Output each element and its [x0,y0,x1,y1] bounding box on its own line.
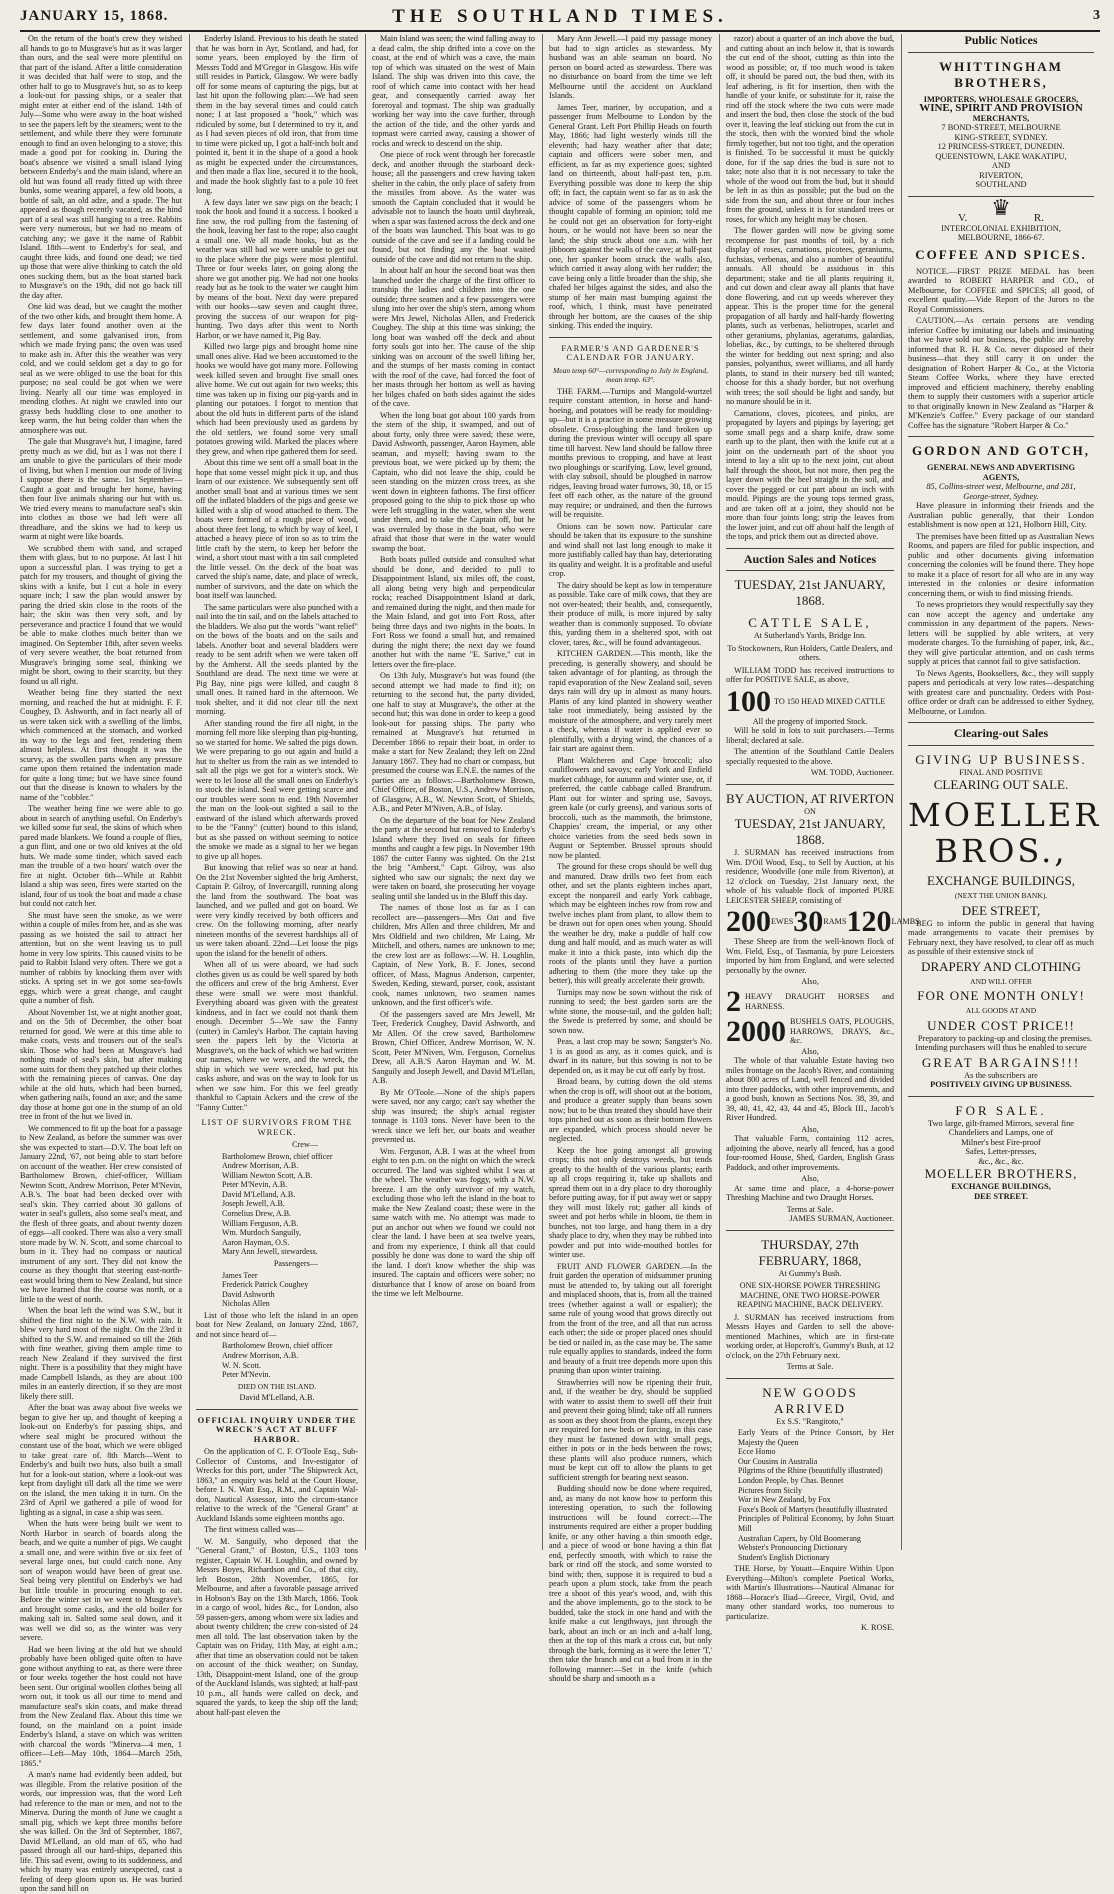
whittingham-addresses [908,123,1094,190]
crest-v: V. [958,212,968,224]
paragraph: The gale that Musgrave's hut, I imagine, fared pretty much as we did, but as I was not there I am unable to give the particulars of their mode of living, but when I mention our mode of living I suppose there is the same. 1st September—Caught a goat and brought her home, having then four live animals sharing our hut with us. We tried every means to manufacture seal's skin into clothes as those we had left were all threadbare, and the skins we had to keep us warm at night were like boards. [20,437,182,541]
terms-label: Terms at Sale. [786,1204,834,1214]
column-5 [726,34,920,1633]
gordon-title: GORDON AND GOTCH, [911,443,1091,458]
crew-list [196,1152,358,1258]
list-item: Pilgrims of the Rhine (beautifully illustrated) [738,1466,883,1476]
column-rule [365,34,366,1550]
auction-date-2: THURSDAY, 27th FEBRUARY, 1868, [758,1236,862,1268]
col1-paragraphs [20,34,182,1894]
divider [908,1096,1094,1097]
paragraph: Keep the hoe going amongst all growing crops; this not only destroys weeds, but tends greatly to the health of the various plants; earth up all crops requiring it, take up shallots and spread them out in a dry place to dry thoroughly before putting away, for if put away wet or sappy they will most likely rot; gather all kinds of sweet and pot herbs while in bloom, tie them in bunches, not too large, and hang them in a dry shady place to dry, when they may be rubbed into powder and put into wide-mouthed bottles for winter use. [549,1145,712,1259]
paragraph: To news proprietors they would respectfully say they can now accept the agency and undertake any commission in any department of the papers. News-letters will be supplied by able writers, at very moderate charges. To the furnishing of paper, ink, &c., they will give particular attention, and on cash terms supply at prices that cannot fail to give satisfaction. [908,600,1094,666]
gordon-agents: AGENTS, [982,472,1020,482]
under-cost-title: UNDER COST PRICE!! [927,1017,1075,1033]
lambs-count: 120 [846,905,892,938]
paragraph: A man's name had evidently been added, but was illegible. From the relative position of the words, our impression was, that the word Left had reference to the man or men, and not to the Minerva. During the month of June we caught a small pig, which we kept three months before she was killed. On the 3rd of September, 1867, David M'Lelland, an old man of 65, who had passed through all our hard-ships, departed this life. This sad event, owing to its suddenness, and which by many was entirely unexpected, cast a feeling of deep gloom upon us. He was buried upon the sand hill on [20,1770,182,1893]
sheep-counts [726,905,920,938]
machine-title: ONE SIX-HORSE POWER THRESHING MACHINE, ONE TWO HORSE-POWER REAPING MACHINE, BACK DELIVERY. [736,1281,884,1309]
coffee-caution: CAUTION.—As certain persons are vending inferior Coffee by imitating our labels and insinuating that we have sold our business, the public are hereby informed that R. H. & Co. never disposed of their business—that they still carry it on under the designation of Robert Harper & Co., at the Victoria Steam Coffee Works, where they have erected improved and efficient machinery, thereby enabling them to supply their customers with a superior article to that originally known in New Zealand as "Harper & M'Kenzie's Coffee." Every package of our standard Coffee has the signature "Robert Harper & Co." [908,316,1094,430]
centered-line: Safes, Letter-presses, [965,1147,1037,1156]
list-item: Our Cousins in Australia [738,1456,818,1466]
ewes-label: EWES [771,917,794,927]
divider [726,1378,894,1379]
list-item: Bartholomew Brown, chief officer [222,1341,333,1351]
list-item: Peter M'Nevin. [222,1370,271,1380]
whittingham-line-1: IMPORTERS, WHOLESALE GROCERS, [923,94,1079,104]
paragraph: On the departure of the boat for New Zealand the party at the second hut removed to Enderby's Island where they lived on seals for fifteen months and caught a few pigs. In November 19th 1867 the cutter Fanny was sighted. On the 21st the brig "Amherst," Capt. Gilroy, was also sighted who saw our signals; the next day we were taken on board, she prosecuting her voyage sealing until she landed us in the Bluff this day. [372,815,535,901]
list-item: James Teer [222,1270,258,1280]
died-name: David M'Lelland, A.B. [239,1393,315,1403]
cattle-sale-title: CATTLE SALE, [748,615,872,630]
new-goods-footer: THE Horse, by Youatt—Enquire Within Upon Everything—Milton's complete Poetical Works, with Martin's Illustrations—Nautical Almanac for 1868—Horace's Iliad—Greece, Virgil, Ovid, and many other standard works, too numerous to particularize. [726,1564,894,1621]
subscribers-line: As the subscribers are [964,1070,1038,1080]
gordon-address-1: 85, Collins-street west, Melbourne, and 281, [926,482,1076,491]
bargains-title: GREAT BARGAINS!!! [921,1054,1081,1070]
cattle-attention: The attention of the Southland Cattle Dealers specially requested to the above. [726,747,894,766]
column-3 [372,34,535,1550]
rams-count: 30 [793,905,824,938]
list-item: Aaron Hayman, O.S. [222,1237,290,1247]
for-sale-title: FOR SALE. [955,1102,1047,1118]
paragraph: The weather being fine we were able to go about in search of anything useful. On Enderby's we killed some fur seal, the skins of which when pared made blankets. We found a couple of flies, a gun flint, and one or two old knives at the old huts. We made some tinder, which saved each man the trouble of a two hours' watch over the fire at night. October 6th—While at Rabbit Island a ship was seen, fires were started on the island, four of us took the boat and made a chase but could not catch her. [20,804,182,908]
list-item: Pictures from Sicily [738,1485,802,1495]
preparatory-text: Preparatory to packing-up and closing the premises. Intending purchasers will thus be enabled to secure [915,1033,1093,1052]
exchange-buildings-2: EXCHANGE BUILDINGS, [951,1182,1051,1191]
dee-street: DEE STREET, [961,902,1041,918]
bookseller-rose: K. ROSE. [861,1623,894,1633]
paragraph: The first witness called was— [204,1525,304,1535]
exchange-buildings: EXCHANGE BUILDINGS, [926,873,1076,888]
col4-paragraphs [549,34,712,331]
auction-date-1: TUESDAY, 21st JANUARY, 1868. [734,577,886,608]
list-item: Webster's Pronouncing Dictionary [738,1543,848,1553]
list-item: Foxe's Book of Martyrs (beautifully illustrated [738,1504,888,1514]
moeller-title: MOELLER BROS., [908,796,1102,870]
paragraph: Mary Ann Jewell.—I paid my passage money but had to sign articles as stewardess. My husband was an able seaman on board. No person on board acted as stewardess. There was no disturbance on board from the time we left Melbourne until the accident on Auckland Islands. [549,34,712,100]
riverton-on: ON [804,806,816,816]
riverton-body: J. SURMAN has received instructions from Wm. D'Oil Wood, Esq., to Sell by Auction, at his residence, Woodville (one mile from Riverton), at 12 o'clock on Tuesday, 21st January next, the whole of his valuable flock of imported PURE LEICESTER SHEEP, consisting of [726,848,894,905]
list-item: W. N. Scott. [222,1360,262,1370]
one-month-title: FOR ONE MONTH ONLY! [917,988,1085,1003]
rams-label: RAMS [823,917,847,927]
list-item: Nicholas Allen [222,1299,270,1309]
list-item: Andrew Morrison, A.B. [222,1351,299,1360]
list-item: David M'Lelland, A.B. [222,1189,296,1199]
divider [726,1230,894,1231]
paragraph: The ground for these crops should be well dug and manured. Draw drills two feet from each other, and set the plants eighteen inches apart, except the nonpareil and early York cabbage, which may be eighteen inches row from row and twelve inches plant from plant, to allow them to be drawn out for open ones when young. Should the weather be dry, make a puddle of half cow dung and half mould, and as much water as will make it into a thick paste, into which dip the roots of the plants until they have a portion adhering to them (the more they take up the better), this will greatly accelerate their growth. [549,862,712,985]
farm-text: That valuable Farm, containing 112 acres, adjoining the above, nearly all fenced, has a good four-roomed House, Shed, Garden, English Grass Paddock, and other improvements. [726,1134,894,1172]
paragraph: She must have seen the smoke, as we were within a couple of miles from her, and as she was passing as we hoisted the sail to attract her attention, but on she went leaving us to pull home in very low spirits. This caused visits to be paid to Rabbit Island very often. There we got a number of rabbits by knocking them over with sticks. A spring set in we got some sea-fowls eggs, which were a great change, and caught quite a number of fish. [20,910,182,1005]
divider [726,784,894,785]
col3-paragraphs [372,34,535,1299]
paragraph: Peas, a last crop may be sown; Sangster's No. 1 is as good as any, as it comes quick, and is dwarf in its nature, but this sowing is not to be depended on, as it may be cut off early by frost. [549,1037,712,1075]
centered-line: Chandeliers and Lamps, one of [948,1128,1054,1137]
column-rule [901,34,902,1550]
paragraph: In about half an hour the second boat was then launched under the charge of the first officer to tranship the ladies and children into the one outside; three seamen and a few passengers were slung into her over the ship's stern, among whom were Mrs Jewel, Nicholas Allen, and Frederick Coughey. The ship at this time was sinking; the long boat was washed off the deck and about forty souls got into her. The cause of the ship sinking was on account of the swell lifting her, and the stumps of her masts coming in contact with the roof of the cave, had forced the foot of her masts through her bottom as well as having her bilges chafed on both sides against the sides of the cave. [372,266,535,408]
sheep-note: These Sheep are from the well-known flock of Wm. Field, Esq., of Tasmania, by pure Leicesters imported by him from England, and were selected personally by the owner. [726,937,894,975]
paragraph: When the long boat got about 100 yards from the stern of the ship, it swamped, and out of about forty, only three were saved; these were, David Ashworth, passenger, Aaron Haymen, able seaman, and myself; having swam to the previous boat, we were picked up by them; the Captain, who did not leave the ship, could be seen standing on the mizzen cross trees, as she went down in eighteen fathoms. The first officer proposed going to the ship to pick those up who were left struggling in the water, when she went under them, and to take the Captain off, but he was overruled by those in the boat, who were afraid that those that were in the water would swamp the boat. [372,410,535,553]
new-goods-title: NEW GOODS ARRIVED [762,1384,858,1416]
died-heading: DIED ON THE ISLAND. [237,1381,317,1391]
column-rule [189,34,190,1550]
list-item: David Ashworth [222,1289,275,1299]
ewes-count: 200 [726,905,771,938]
clearing-sale-title: CLEARING OUT SALE. [933,777,1069,792]
paragraph: A few days later we saw pigs on the beach; I took the hook and found it a success. I hooked a fine sow, the rod pulling from the fastening of the hook, leaving her fast to the rope; also caught a small one. We all made hooks, but as the weather was still bad we were unable to get out to the place where the pigs were most plentiful. Three or four weeks later, on going along the shore we got another pig. We had not one hooks ready but as he took to the water we caught him by means of the boat. Next day were prepared with our hooks—saw seven and caught three, proving the success of our weapon for pig-hunting. Two days after this went to North Harbor, or we have named it, Pig Bay. [196,197,358,340]
paragraph: Carnations, cloves, picotees, and pinks, are propagated by layers and pipings by layering; get some small pegs and a sharp knife, draw some earth up to the plant, then with the knife cut at a joint on the underneath part of the shoot you intend to lay a slit up to the next joint, cut about half through the shoot, but not more, then peg the layer down with the heel straight in the soil, and cover the pegged or cut part about an inch with mould. Pipings are the young tops termed grass, and are taken off at a joint, they should not be more than four joints long; strip the leaves from the lower joint, and cut off about half the length of the tops, and prick them out as directed above. [726,408,894,541]
list-item: Principles of Political Economy, by John Stuart Mill [738,1514,894,1533]
centered-line: Two large, gilt-framed Mirrors, several fine [927,1118,1074,1128]
paragraph: We commenced to fit up the boat for a passage to New Zealand, as before the summer was over she was expected to start—D.V. The boat left on January 22nd, '67, not being able to start before on account of the weather. Her crew consisted of Bartholomew Brown, chief-officer, William Newton Scott, Andrew Morrison, Peter M'Nevin, A.B.'s. The boat had been decked over with seal's skin. They carried about 30 gallons of water in seal's gullets, also some seal's meat, and the flesh of three goats, and about twenty dozen of eggs—all cooked. There was also a very small store made by W. N. Scott, and some charcoal to burn in it. They had no compass or nautical instrument of any sort. They did not know the course as they thought that steering east-north-east would bring them to New Zealand, but since we have learned that the course was north, or a little to the west of north. [20,1123,182,1304]
auctioneer-todd: WM. TODD, Auctioneer. [810,768,894,777]
new-goods-ship: Ex S.S. "Rangitoto," [776,1416,844,1426]
centered-line: 12 PRINCESS-STREET, DUNEDIN. [937,142,1065,151]
paragraph: The names of those lost as far as I can recollect are—passengers—Mrs Oat and five children, Mrs Allen and three children, Mr and Mrs Oldfield and two children, Mr Laing, Mr Mitchell, and others, names are unknown to me; the crew lost are as follows:—W. H. Loughlin, Captain, of New York, B. F. Jones, second officer, of Mass, Magnus Anderson, carpenter, Sweden, Keding, steward, purser, cook, assistant cook, names unknown, two seamen names unknown, and the first officer's wife. [372,903,535,1007]
boat-men-list [196,1341,358,1379]
paragraph: To News Agents, Booksellers, &c., they will supply papers and periodicals at very low rates—despatching with greatest care and punctuality. Orders with Post-office order or draft can be addressed to either Sydney, Melbourne, or London. [908,668,1094,716]
list-item: Ecce Homo [738,1447,776,1457]
list-item: William Newton Scott, A.B. [222,1170,313,1180]
crew-label: Crew— [292,1140,318,1149]
list-item: Peter M'Nevin, A.B. [222,1180,288,1190]
cattle-count-row [726,684,894,718]
oats-row [726,1014,894,1048]
positively-line: POSITIVELY GIVING UP BUSINESS. [930,1080,1072,1089]
paragraph: KITCHEN GARDEN.—This month, like the preceding, is generally showery, and should be taken advantage of for planting, as through the rapid evaporation of the New Zealand soil, seven days rain will dry up in almost as many hours. Plants of any kind planted in showery weather take root immediately, being assisted by the moisture of the atmosphere, and very rarely meet a check, whereas if water is applied ever so plentifully, with a drying wind, the chances of a fair start are against them. [549,649,712,753]
newspaper-title: THE SOUTHLAND TIMES. [392,6,728,27]
machine-body: J. SURMAN has received instructions from Messrs Hayes and Garden to sell the above-mentioned Machines, which are in first-rate working order, at Hopcroft's, Gummy's Bush, at 12 o'clock, on the 27th February next. [726,1312,894,1360]
divider [908,52,1094,53]
cattle-sale-body: WILLIAM TODD has received instructions to offer for POSITIVE SALE, as above, [726,665,894,684]
riverton-date: TUESDAY, 21st JANUARY, 1868. [734,816,886,847]
column-6 [908,33,1102,1550]
paragraph: Wm. Ferguson, A.B. I was at the wheel from eight to ten p.m. on the night on which the wreck occurred. The land was sighted whilst I was at the wheel. The weather was foggy, with a N.W. breeze. I am the only survivor of my watch, excluding those who left the island in the boat to make the New Zealand coast; these were in the same watch with me. No attempt was made to put an anchor out when we found we could not clear the land. I have been at sea twelve years, and from my experience, I think all that could possibly be done was done to ward the ship off the land. I don't know whether the ship was insured. The captain and officers were sober; no disturbance that I know of arose on board from the time we left Melbourne. [372,1146,535,1298]
horses-count: 2 [726,984,741,1018]
also-label: Also, [801,1124,819,1134]
centered-line: &c., &c., &c. [978,1156,1024,1166]
gummys-bush: At Gummy's Bush. [778,1268,842,1278]
paragraph: Have pleasure in informing their friends and the Australian public generally, that their London establishment is now open at 121, Holborn Hill, City. [908,501,1094,529]
oats-text: BUSHELS OATS, PLOUGHS, HARROWS, DRAYS, &c., &c. [790,1017,894,1046]
masthead [20,6,1100,32]
list-item: Joseph Jewell, A.B. [222,1199,285,1209]
paragraph: About November 1st, we at night another goat, and on the 5th of December, the other boat returned for good. We were at this time able to make coats, vests and trousers out of the seal's skin. Those who had been at Musgrave's had nothing made of seal's skin, but after making some suits for them they patched up their clothes with the remaining pieces of canvas. One day while at the old huts, which had been burned, when gathering nails, found an axe; and the same day those at home got one in the stump of an old tree in front of the hut we lived in. [20,1007,182,1121]
list-item: War in New Zealand, by Fox [738,1495,831,1505]
divider [908,722,1094,723]
threshing-text: At same time and place, a 4-horse-power Threshing Machine and two Draught Horses. [726,1183,894,1202]
final-positive: FINAL AND POSITIVE [959,767,1043,777]
inquiry-title: OFFICIAL INQUIRY UNDER THE WRECK'S ACT AT BLUFF HARBOR. [197,1414,357,1444]
giving-up-title: GIVING UP BUSINESS. [915,751,1087,767]
paragraph: Weather being fine they started the next morning, and reached the hut at midnight. F. F. Coughey, D. Ashworth, and in fact nearly all of us were taken sick with a swelling of the limbs, which commenced at the stomach, and worked its way to the legs and feet, rendering them almost helpless. At first thought it was the scurvy, as the swollen parts when any pressure came upon them retained the indentation made for quite a long time; but we have since found out that the disease is known to whalers by the name of the "cobbler." [20,688,182,802]
paragraph: When the boat left the wind was S.W., but it shifted the first night to the N.W. with rain. It blew very hard most of the night. On the 23rd it shifted to the S.W. and remained so till the 26th with fine weather, giving them ample time to reach New Zealand if they survived the first night. There is a possibility that they might have made Campbell Islands, as they are about 100 miles in an easterly direction, if so they are most likely there still. [20,1306,182,1401]
centered-line: QUEENSTOWN, LAKE WAKATIPU, [935,151,1067,161]
calendar-subtitle: Mean temp 60°—corresponding to July in England, mean temp. 63°. [553,365,708,384]
passengers-list [196,1271,358,1309]
list-item: Student's English Dictionary [738,1552,830,1562]
list-item: Bartholomew Brown, chief officer [222,1151,333,1161]
royal-crest-icon: ♛ [991,194,1011,220]
list-item: Australian Capers, by Old Boomerang [738,1533,861,1543]
gordon-line: GENERAL NEWS AND ADVERTISING [927,463,1075,472]
moeller-brothers: MOELLER BROTHERS, [924,1166,1078,1181]
paragraph: razor) about a quarter of an inch above the bud, and cutting about an inch below it, that is towards the cut end of the shoot, cutting as thin into the wood as possible; or, if too much wood is taken off, it should be pared out, the bud then, with its leaf adhering, is fit for insertion, then with the handle of your knife, or substitute for it, raise the rind off the stock where the two cuts were made and insert the bud, then close the stock of the bud over it, leaving the leaf sticking out from the cut in the stock, then with the worsted bind the whole firmly together, but not too tight, and the operation is finished. To be successful it must be quickly done, for if the sap dries the bud is sure not to take; note also that it is not necessary to take the whole of the wood out from the bud, but it should be left in as thin as possible; put the bud on the side from the sun, and about three or four inches from the ground, unless it is for standard trees or roses, for which any height may be chosen. [726,34,894,224]
list-item: Cornelius Drew, A.B. [222,1209,292,1219]
col5-paragraphs [726,34,894,542]
survivors-list-heading: LIST OF SURVIVORS FROM THE WRECK. [201,1117,353,1137]
all-goods: ALL GOODS AT AND [965,1006,1037,1015]
paragraph: When the huts were being built we went to North Harbor in search of boards along the beach, and we quite a number of pigs. We caught a small one, and were within five or six feet of several large ones, but could catch none. Any sort of weapon would have been of great use. Seal being very plentiful on Enderby's we had but little trouble in procuring enough to eat. Before the winter set in we went to Musgrave's and brought some casks, and the old boiler for making salt in. Salted some seal down, and it was well we did so, as the winter was very severe. [20,1519,182,1642]
paragraph: Budding should now be done where required, and, as many do not know how to perform this interesting operation, to such the following instructions will be found correct:—The instruments required are either a proper budding knife, or any other having a thin smooth edge, and a piece of wood or bone having a thin flat end, perfectly smooth, with which to raise the bark or rind off the stock, and some worsted to bind with; then, suppose it is required to bud a peach upon a plum stock, take from the peach tree a shoot of this year's wood, and, with this and the above implements, go to the stock to be budded, take the stock in one hand and with the knife make a cut lengthways, just through the bark, about an inch or an inch and a-half long, then at the top of this mark a cross cut, but only through the bark, forming as it were the letter 'T,' then take the branch and cut a bud from it in the following manner:—Set in the knife (which should be sharp and smooth as a [549,1484,712,1683]
paragraph: Turnips may now be sown without the risk of running to seed; the best garden sorts are the white stone, the mouse-tail, and the golden ball; the Swede is preferred by some, and should be sown now. [549,987,712,1035]
paragraph: Broad beans, by cutting down the old stems when the crop is off, will shoot out at the bottom, and produce a greater supply than beans sown now; but to be thus treated they should have their tops pinched out as soon as their bottom flowers are expanded, which process should never be neglected. [549,1077,712,1143]
paragraph: THE FARM.—Turnips and Mangold-wurtzel require constant attention, in horse and hand-hoeing, and potatoes will be ready for moulding-up—but it is a practice in some measure growing obsolete. Cross-ploughing the land broken up during the previous winter will occupy all spare time till harvest. New land should be fallow three months previous to cropping, and have at least two ploughings or scarifying. Low, level ground, with clay subsoil, should be ploughed in narrow ridges, leaving broad water furrows, 30, 18, or 15 feet off each other, as the nature of the ground may require; or undrained, and then the furrows will be requisite. [549,386,712,519]
divider [549,337,712,338]
list-item: William Ferguson, A.B. [222,1218,299,1228]
paragraph: On the return of the boat's crew they wished all hands to go to Musgrave's hut as it was larger than ours, and the seal were more plentiful on that part of the island. After a little consideration it was decided that half were to stop, and the other half to go to Musgrave's hut, so as to keep a look-out for passing ships, or a sealer that might enter at either end of the island. 14th of July—Some who were away in the boat wished to see the papers left by the steamers; went to the settlement, and while there they were fortunate enough to find an oven belonging to a stove; this made a good pot for cooking in. During the boat's absence we visited a small island lying between Enderby's and the main island, where an old hut was found all ready fitted up with three bunks, some wearing apparel, a few old boots, a bottle of salt, an old adze, and a spade. The hut appeared as though recently vacated, as the hind part of a seal was still hanging to a tree. Rabbits were very numerous, but we had no means of catching any; we gave it the name of Rabbit Island. 18th—went to Enderby's for seal, and caught three kids, and found one dead; we tied up those that were alive thinking to catch the old ones sucking them, but as the boat started back to Musgrave's on the 19th, did not go back till the day after. [20,34,182,300]
column-rule [542,34,543,1550]
list-item: Early Years of the Prince Consort, by Her Majesty the Queen [738,1428,894,1447]
riverton-heading: BY AUCTION, AT RIVERTON [726,790,894,806]
centered-line: Milner's best Fire-proof [961,1137,1041,1147]
cattle-sale-to: To Stockowners, Run Holders, Cattle Dealers, and others. [727,643,893,662]
paragraph: The dairy should be kept as low in temperature as possible. Take care of milk cows, that they are not over-heated; their health, and, consequently, their produce of milk, is more injured by salty weather than is commonly supposed. To obviate this, yarding them in a sheltered spot, with oat clover, tares, &c., will be found advantageous. [549,580,712,647]
public-notices-heading: Public Notices [964,33,1038,47]
sale-items [908,1119,1094,1167]
passengers-label: Passengers— [273,1259,318,1269]
list-item: London People, by Chas. Bennet [738,1475,844,1485]
coffee-title: COFFEE AND SPICES. [915,246,1087,262]
lambs-label: LAMBS [891,917,920,927]
paragraph: The premises have been fitted up as Australian News Rooms, and papers are filed for public inspection, and public and other documents giving information concerning the colonies will be found there. They hope to make it a place of resort for all who are in any way interested in the colonies or desire information concerning them, or wish to find missing friends. [908,531,1094,598]
horses-row [726,984,894,1018]
paragraph: Main Island was seen; the wind falling away to a dead calm, the ship drifted into a cove on the coast, at the end of which was a cave, the main top of which was situated on the west of Main Island. The ship was driven into this cave, the roof of which came into contact with her head gear, and consequently carried away her foreroyal and topmast. The ship was gradually working her way into the cave further, through the action of the tide, and the other yards and topmast were carried away, causing a shower of rocks and wreck to descend on the ship. [372,34,535,148]
paragraph: Both boats pulled outside and consulted what should be done, and decided to pull to Disappointment Island, six miles off, the coast, all along being very high and perpendicular rocks; reached Disappointment Island at dark, and remained during the night, and then made for the Main Island, and got into Fort Ross, after being three days and two nights in the boats. In Fort Ross we found a small hut, and remained during the night there; the next day we found another hut with the name "E. Sarive," cut in letters over the fire-place. [372,555,535,669]
crest-r: R. [1033,212,1044,224]
cattle-lots: Will be sold in lots to suit purchasers.—Terms liberal; declared at sale. [726,726,894,745]
coffee-notice: NOTICE.—FIRST PRIZE MEDAL has been awarded to ROBERT HARPER and CO., of Melbourne, for COFFEE and SPICES; all good, of excellent quality.—Vide Report of the Jurors to the Royal Commissioners. [908,266,1094,314]
paragraph: After the boat was away about five weeks we began to give her up, and thought of keeping a look-out on Enderby's for passing ships, and where seal might be procured without the constant use of the boat, which we were obliged to take great care of. 8th March—Went to Enderby's and built two huts, also built a small hut for a look-out station, where a look-out was kept from daylight till dark all the time we were on the island, the men taking it in turn. On the 23rd of April we gathered a pile of wood for lighting as a signal, in case a ship was seen. [20,1403,182,1517]
cattle-count: 100 [726,684,771,718]
new-goods-list [726,1428,894,1562]
cattle-count-text: TO 150 HEAD MIXED CATTLE [774,696,886,706]
paragraph: One kid was dead, but we caught the mother of the two other kids, and brought them home. A few days later found another oven at the settlement, and some galvanised iron, from which we made frying pans; the oven was used to make ash in. After this the weather was very cold, and we could seldom get a day to go for seal as we were obliged to use the boat for this purpose; no seal could be got when we were living. Nearly all our time was employed in mending clothes. At night we crawled into our grassy beds huddling close to one another to keep warm, the hut being colder than when the atmosphere was out. [20,302,182,435]
paragraph: We scrubbed them with sand, and scraped them with glass, but to no purpose. At last I hit upon a successful plan. I was trying to get a patch for my trousers, and thought of giving the skins with a knife, but I cut a hole in every square inch; I saw the plan would answer by paring the dried skin close to the roots of the hair; the skin was then very soft, and by perseverance and practice I found that we would be able to make clothes much better than we imagined. On September 18th, after seven weeks of very severe weather, the boat returned from Musgrave's bringing some seal, thinking we might be short, owing to their scarcity, but they found us all right. [20,543,182,686]
clearing-out-heading: Clearing-out Sales [953,726,1049,740]
column-rule [719,34,720,1550]
paragraph: By Mr O'Toole.—None of the ship's papers were saved, nor any cargo; can't say whether the ship was insured; the ship's actual register tonnage is 1103 tons. Never have been to the wreck since we left her, our boats and weather prevented us. [372,1087,535,1144]
list-item: Mary Ann Jewell, stewardess. [222,1247,318,1257]
list-item: Andrew Morrison, A.B. [222,1161,299,1171]
paragraph: Enderby Island. Previous to his death he stated that he was born in Ayr, Scotland, and had, for some years, been employed by the firm of Messrs Todd and M'Gregor in Glasgow. His wife still resides in Partick, Glasgow. We were badly off for some means of capturing the pigs, but at last hit upon the following plan:—We had seen them in the bay several times and could catch none; I at last proposed a "hook," which was ridiculed by some, but I determined to try it, and as I had seven pieces of old iron, that from time to time were picked up, I got a half-inch bolt and pointed it, bent it in the shape of a good a hook as might be expected under the circumstances, and then made a flax line, secured it to the hook, and made the hook slightly fast to a pole 10 feet long. [196,34,358,195]
also-label: Also, [801,977,819,986]
beg-text: BEG to inform the public in general that having made arrangements to vacate their premises by February next, they have resolved, to clear off as much as possible of their extensive stock of [908,918,1094,956]
horses-text: HEAVY DRAUGHT HORSES and HARNESS. [745,992,894,1011]
exhibition-title: INTERCOLONIAL EXHIBITION, [941,223,1061,233]
estate-text: The whole of that valuable Estate having two miles frontage on the Jacob's River, and containing about 800 acres of Land, well fenced and divided into three paddocks, with other improvements, and a good bush, known as Sections Nos. 38, 39, and 39, 40, 41, 42, 43, 44 and 45, Block III., Jacob's River Hundred. [726,1056,894,1122]
divider [196,1409,358,1410]
calendar-title: FARMER'S AND GARDENER'S CALENDAR FOR JANUARY. [561,342,700,362]
paragraph: Killed two large pigs and brought home nine small ones alive. Had we been accustomed to the hooks we would have got many more. Following week killed seven and brought five small ones alive home. We cut out again for two weeks; this time was taken up in fixing our pig-yards and in planting our potatoes. I forgot to mention that about the old huts in different parts of the island which had been previously used as gardens by the old settlers, we found some very small potatoes growing wild. Marked the places where they grew, and when ripe gathered them for seed. [196,342,358,456]
will-offer: AND WILL OFFER [970,976,1032,986]
also-label: Also, [801,1046,819,1056]
auction-heading: Auction Sales and Notices [743,551,877,566]
centered-line: SOUTHLAND [975,180,1027,189]
gordon-address-2: George-street, Sydney. [963,491,1039,501]
list-item: Frederick Patrick Coughey [222,1280,309,1290]
whittingham-line-2: WINE, SPIRIT AND PROVISION [919,102,1083,114]
cattle-progeny: All the progeny of imported Stock. [752,716,868,726]
divider [726,548,894,549]
paragraph: But knowing that relief was so near at hand. On the 21st November sighted the brig Amherst, Captain P. Gilroy, of Invercargill, running along the land from the southward. The boat was launched, and we pulled and got on board. We were very kindly received by both officers and crew. On the following morning, after nearly nineteen months of the severest hardships all of us were taken aboard. 22nd—Let loose the pigs upon the island for the benefit of others. [196,863,358,958]
paragraph: Plant Walcheren and Cape broccoli; also cauliflowers and savoys; early York and Enfield market cabbage, for autumn and winter use, or, if preferred, the cattle cabbage called Brandrum. Plant out for winter and spring use, Savoys, green kale (or curly greens), and various sorts of broccoli, such as the mammoth, the brimstone, Chappies' cream, the imperial, or any other choice varieties from the seed beds sown in August or September. Brussel sprouts should now be planted. [549,755,712,860]
paragraph: Onions can be sown now. Particular care should be taken that its exposure to the sunshine and wind shall not last long enough to make it more justifiably called hay than hay, deteriorating its quality and weight. It is a profitable and useful crop. [549,521,712,578]
paragraph: One piece of rock went through her forecastle deck, and another through the starboard deck-house; all the passengers and crew having taken shelter in the cabin, the only place of safety from the missiles from above. As the water was smooth the Captain concluded that it would be advisable not to launch the boats until daybreak, when a spar was fastened across the deck and one of the boats was launched. This boat was to go outside of the cave and see if a landing could be found, but not finding any the boat waited outside of the cave and did not return to the ship. [372,150,536,264]
paragraph: Had we been living at the old hut we should probably have been obliged quite often to have gone without anything to eat, as there were three or four weeks together the host could not have been sent. Our original woollen clothes being all worn out, it took us all our time to mend and manufacture seal's skin coats, and make thread from the New Zealand flax. About this time we found, on the mainland on a point inside Enderby's Island, a stave on which was written with charcoal the words "Minerva—4 men, 1 officer—Left—May 10th, 1864—March 25th, 1865." [20,1644,182,1768]
paragraph: Of the passengers saved are Mrs Jewell, Mr Teer, Frederick Coughey, David Ashworth, and Mr Allen. Of the crew saved, Bartholomew Brown, Chief Officer, Andrew Morrison, W. N. Scott, Peter M'Niven, Wm. Ferguson, Cornelius Drew, all A.B.'S Aaron Hayman and W. M. Sanguily and Joseph Jewell, and David M'Lellan, A.B. [372,1009,535,1085]
paragraph: On 13th July, Musgrave's hut was found (the second attempt we had made to find it); on returning to the second hut, the party divided, one half to stay at Musgrave's, the other at the second hut; this was done in order to keep a good look-out for passing ships. The party who remained at Musgrave's hut returned in December 1866 to repair their boat, in order to make a start for New Zealand; they left on 22nd January 1867. They had no chart or compass, but presumed the course was E.N.E. the names of the parties are as follows:—Bartholomew Brown, Chief Officer, of Boston, U.S., Andrew Morrison, of Glasgow, A.B., W. Newton Scott, of Shields, A.B., and Peter M'Niven, A.B., of Islay. [372,671,535,813]
paragraph: James Teer, mariner, by occupation, and a passenger from Melbourne to London by the General Grant. Left Port Phillip Heads on fourth May, 1866; had light westerly winds till the eleventh; had hazy weather after that date; captain and officers were sober men, and efficient, as far as my experience goes; sighted land on thirteenth, about half-past ten, p.m. Everything possible was done to keep the ship off; in fact, the captain went so far as to ask the advice of some of the passengers whom he thought capable of forming an opinion; told me he could not get an observation for forty-eight hours, or he would not have been so near the land; the ship struck about one a.m. with her jibboom against the walls of the cave; at half-past one, her spanker boom struck the walls also, which carried it away along with her rudder; the cave being only a little broader than the ship, she chafed her bilges against the sides, and also the stump of her main mast bumping against the roof, which, I think, must have penetrated through her bottom, are the causes of the ship sinking. This ended the inquiry. [549,102,712,330]
centered-line: KING-STREET, SYDNEY. [954,132,1048,142]
column-4 [549,34,712,1683]
also-label: Also, [801,1174,819,1183]
divider [908,436,1094,437]
issue-date: JANUARY 15, 1868. [20,8,169,24]
paragraph: The flower garden will now be giving some recompense for past months of toil, by a rich display of roses, carnations, picotees, geraniums, fuchsias, verbenas, and also a number of beautiful annuals. All should be assiduous in this department; stake and tie all plants requiring it, and cut down and clear away all plants that have done flowering, and cut up weeds wherever they appear. This is the proper time for the general propagation of all hardy and half-hardy flowering plants, such as verbenas, heliotropes, scarlet and other geraniums, phylanias, ageratums, galardias, lobelias, &c., by cuttings, to be sheltered through the winter for bedding out next spring; and also pansies, polyanthus, sweet williams, and all hardy plants, to stand in their nursery bed till wanted; choose for this a shady border, but not overhung with trees; the soil should be light and sandy, but no manure should be in it. [726,226,894,406]
auctioneer-surman: JAMES SURMAN, Auctioneer. [789,1214,894,1223]
paragraph: The same particulars were also punched with a nail into the tin sail, and on the labels attached to the bladders. We also put the words "want relief" on the bows of the boats and on the sails and labels. Another boat and several bladders were ready to be sent adrift when we were taken off by the Amherst. All the seeds planted by the Southland are dead. The next time we were at Pig Bay, nine pigs were killed, and caught 8 small ones. It rained hard in the afternoon. We took shelter, and it did not clear till the next morning. [196,602,358,716]
paragraph: About this time we sent off a small boat in the hope that some vessel might pick it up, and thus learn of our existence. We subsequently sent off another small boat and at various times we sent off the inflated bladders of the pigs and geese we killed with a slip of wood attached to them. The boats were formed of a rough piece of wood, about three feet long, to which by way of keel, I attached a heavy piece of iron so as to trim the little craft by the stern, to keep her before the wind, a short stout mast with a tin sail completed the little vessel. On the deck of the boat was carved the ship's name, date, and place of wreck, number of survivors, and the date on which the boat itself was launched. [196,458,358,600]
col2-paragraphs [196,34,358,1112]
divider [908,745,1094,746]
paragraph: On the application of C. F. O'Toole Esq., Sub-Collector of Customs, and Inv-estigator of Wrecks for this port, under "The Shipwreck Act, 1863," an enquiry was held at the Court House, before I. N. Watt Esq., R.M., and Captain Wal-don, Nautical Assessor, into the circum-stance relative to the wreck of the "General Grant" at Auckland Islands some eighteen months ago. [196,1447,358,1523]
oats-count: 2000 [726,1014,786,1048]
list-item: Wm. Murdoch Sanguily, [222,1228,302,1238]
centered-line: AND [991,161,1011,170]
whittingham-line-3: MERCHANTS, [972,113,1030,123]
paragraph: When all of us were aboard, we had such clothes given us as could be well spared by both the officers and crew of the brig Amherst. Ever these were small we were most thankful. Everything aboard was given with the greatest kindness, and in fact we could not thank them enough. December 5—We saw the Fanny (cutter) in Carnley's Harbor. The captain having seen the papers left by the Victoria at Musgrave's, on the back of which we had written our names, where we were, and the wreck, the ship in which we were wrecked, had put his casks ashore, and was on the way to look for us when we saw him. For this we feel greatly thankful to Captain Ackers and the crew of the "Fanny Cutter." [196,960,358,1112]
centered-line: 7 BOND-STREET, MELBOURNE [941,123,1061,132]
centered-line: RIVERTON, [979,170,1023,180]
divider [726,570,894,571]
exhibition-subtitle: MELBOURNE, 1866-67. [957,233,1045,242]
column-2 [196,34,358,1717]
paragraph: Strawberries will now be ripening their fruit, and, if the weather be dry, should be supplied with water to assist them to swell off their fruit and prevent their going blind; take off all runners as soon as they shoot from the plants, except they are required for new beds or forcing, in this case they must be fastened down with small pegs, either in pots or in the beds between the rows; these plants will also produce runners, which must be kept cut off to allow the plants to get sufficient strength for bearing next season. [549,1377,712,1482]
boat-note: List of those who left the island in an open boat for New Zealand, on January 22nd, 1867, and not since heard of— [196,1310,358,1339]
dee-street-2: DEE STREET. [974,1191,1028,1201]
paragraph: FRUIT AND FLOWER GARDEN.—In the fruit garden the operation of midsummer pruning must be attended to, by taking out all foreright and misplaced shoots, that is, from all the trained trees (whether against a wall or espalier); the same rule of young wood that grows directly out from the front of the tree, and all that run across each other; the side or proper placed ones should be tied or nailed in, as the case may be. The same rule equally applies to standards, indeed the form and beauty of a fruit tree depends more upon this pruning than upon winter training. [549,1261,712,1375]
inquiry-paragraphs [196,1447,358,1717]
next-bank: (NEXT THE UNION BANK), [954,891,1048,900]
calendar-paragraphs [549,387,712,1684]
whittingham-title: WHITTINGHAM BROTHERS, [939,58,1063,90]
paragraph: W. M. Sanguily, who deposed that the "General Grant," of Boston, U.S., 1103 tons register, Captain W. H. Loughlin, and owned by Messrs Boyes, Richardson and Co., of that city, left Boston, 28th November, 1865, for Melbourne, and after a favorable passage arrived in Hobson's Bay on the 13th March, 1866. Took in a cargo of wool, hides &c., for London, also 59 passen-gers, among whom were six ladies and about twenty children; the crew con-sisted of 24 men all told. The last observation taken by the Captain was on Friday, 11th May, at eight a.m.; after that time an observation could not be taken on account of the thick weather; on Sunday, 13th, Disappoint-ment Island, one of the group of the Auckland Islands, was sighted; at half-past 10 p.m., all hands were called on deck, and squared the yards, to keep the ship off the land; about half-past eleven the [196,1536,358,1717]
gordon-paragraphs [908,501,1094,716]
cattle-sale-place: At Sutherland's Yards, Bridge Inn. [753,631,867,640]
column-1 [20,34,182,1893]
terms-label-2: Terms at Sale. [786,1362,834,1371]
paragraph: After standing round the fire all night, in the morning fell more like sleeping than pig-hunting, so we started for home. We salted the pigs down. We were preparing to go out again and build a hut to shelter us from the rain as we intended to salt all the pigs we got for a winter's stock. We were to let loose all the small ones on Enderby's to stock the island. Seal were getting scarce and our troubles were soon to end. 19th November the man on the look-out sighted a sail to the eastward of the island which afterwards proved to be the "Fanny" (cutter) bound to this island, but as she passed on without seeming to notice the smoke we made as a signal to her we began to give up all hopes. [196,718,358,861]
drapery-title: DRAPERY AND CLOTHING [921,958,1081,974]
page-number: 3 [1093,8,1100,23]
